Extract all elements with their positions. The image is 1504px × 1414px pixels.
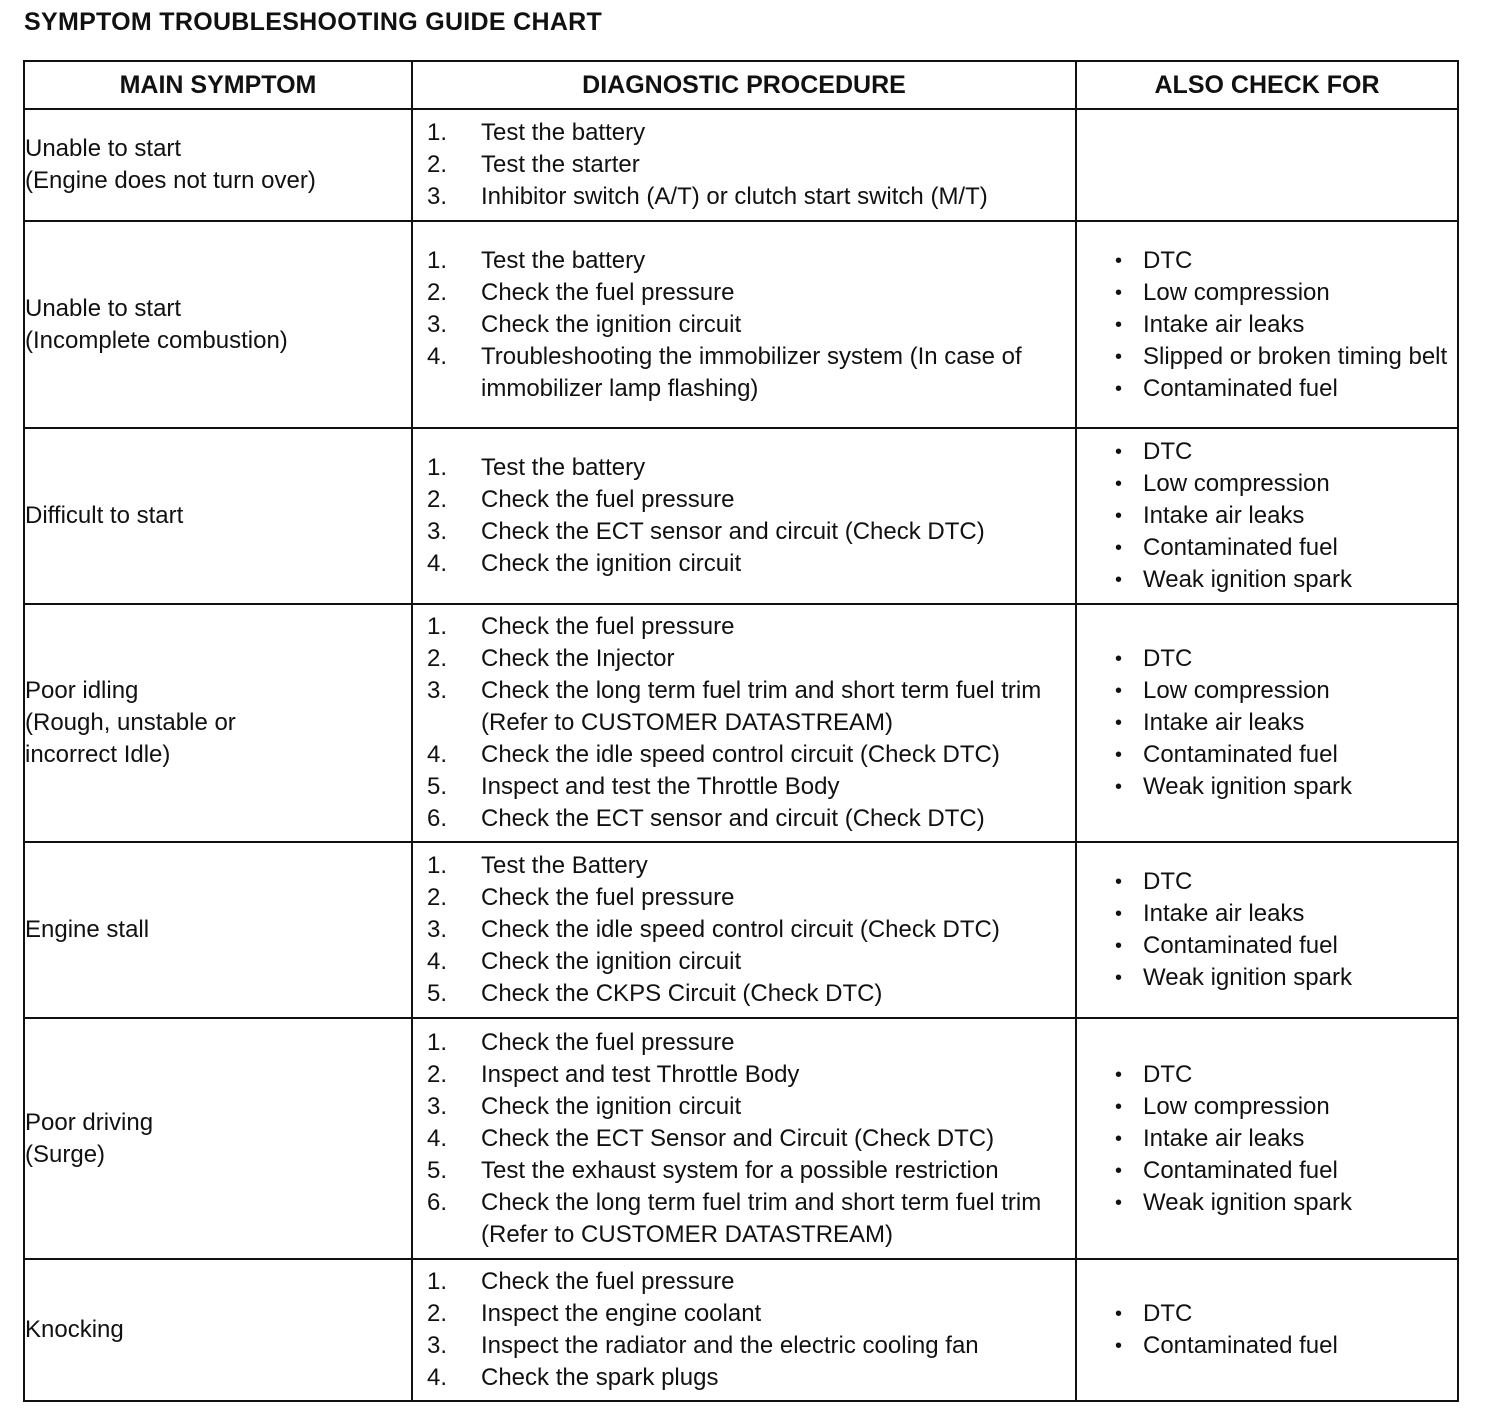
symptom-text: Difficult to start [25,502,184,529]
step-number: 3. [427,183,448,210]
bullet-icon: • [1115,744,1123,766]
also-check-item [1115,1123,1449,1155]
procedure-list [413,245,1075,405]
bullet-icon: • [1115,680,1123,702]
step-number: 1. [427,119,448,146]
header-diagnostic-procedure: DIAGNOSTIC PROCEDURE [412,61,1076,109]
step-number: 6. [427,1188,448,1216]
procedure-step [427,1155,1065,1187]
procedure-step [427,117,1065,149]
step-number: 5. [427,773,448,800]
procedure-step [427,516,1065,548]
step-number: 3. [427,1092,448,1120]
procedure-step [427,245,1065,277]
symptom-cell [24,1259,412,1401]
also-check-text: Contaminated fuel [1143,932,1338,959]
also-check-text: Low compression [1143,278,1330,306]
step-text: Test the starter [481,151,640,178]
table-row [24,604,1458,842]
also-check-cell [1076,604,1458,842]
table-row [24,109,1458,221]
also-check-item [1115,866,1449,898]
also-check-item [1115,277,1449,309]
step-text: Check the fuel pressure [481,278,735,306]
symptom-cell [24,109,412,221]
bullet-icon: • [1115,1063,1123,1086]
also-check-text: Intake air leaks [1143,502,1305,529]
also-check-list [1077,1059,1457,1219]
step-text: Check the fuel pressure [481,884,735,911]
step-text: Check the spark plugs [481,1364,719,1391]
table-row [24,428,1458,604]
bullet-icon: • [1115,1335,1123,1357]
also-check-text: Weak ignition spark [1143,566,1352,593]
bullet-icon: • [1115,345,1123,368]
procedure-step [427,675,1065,739]
procedure-step [427,771,1065,803]
procedure-step [427,1059,1065,1091]
step-number: 5. [427,1156,448,1184]
also-check-cell [1076,428,1458,604]
also-check-text: DTC [1143,246,1193,274]
also-check-cell [1076,1018,1458,1259]
symptom-text: Poor idling [25,677,139,704]
step-number: 5. [427,980,448,1007]
step-text: Check the CKPS Circuit (Check DTC) [481,980,883,1007]
also-check-list [1077,1298,1457,1362]
step-text: Check the fuel pressure [481,1028,735,1056]
step-number: 4. [427,1364,448,1391]
step-text: Inspect the engine coolant [481,1300,762,1327]
step-number: 2. [427,1060,448,1088]
procedure-list [413,611,1075,835]
bullet-icon: • [1115,871,1123,893]
step-number: 1. [427,246,448,274]
step-text: Check the fuel pressure [481,486,735,513]
also-check-item [1115,1155,1449,1187]
step-number: 6. [427,805,448,832]
also-check-item [1115,1330,1449,1362]
bullet-icon: • [1115,473,1123,495]
step-number: 3. [427,1332,448,1359]
also-check-item [1115,771,1449,803]
also-check-text: Intake air leaks [1143,709,1305,736]
troubleshooting-table [23,60,1459,1402]
procedure-step [427,341,1065,405]
also-check-text: Weak ignition spark [1143,964,1352,991]
procedure-step [427,1298,1065,1330]
procedure-step [427,882,1065,914]
also-check-list [1077,866,1457,994]
also-check-cell [1076,109,1458,221]
procedure-step [427,277,1065,309]
step-number: 2. [427,884,448,911]
also-check-text: Weak ignition spark [1143,773,1352,800]
procedure-cell [412,1018,1076,1259]
procedure-step [427,611,1065,643]
step-text: Check the fuel pressure [481,1268,735,1295]
step-text: Check the ECT Sensor and Circuit (Check DTC) [481,1124,995,1152]
table-row [24,221,1458,428]
step-number: 3. [427,518,448,545]
table-header-row [24,61,1458,109]
step-text: Test the Battery [481,852,648,879]
also-check-text: DTC [1143,1300,1193,1327]
also-check-item [1115,1059,1449,1091]
procedure-step [427,452,1065,484]
step-number: 1. [427,1268,448,1295]
step-text: Test the battery [481,454,646,481]
table-row [24,1259,1458,1401]
bullet-icon: • [1115,537,1123,559]
symptom-cell [24,604,412,842]
also-check-item [1115,436,1449,468]
step-text: Troubleshooting the immobilizer system (In case of immobilizer lamp flashing) [481,342,1022,402]
procedure-cell [412,428,1076,604]
step-number: 4. [427,741,448,768]
bullet-icon: • [1115,776,1123,798]
also-check-item [1115,341,1449,373]
procedure-step [427,1330,1065,1362]
symptom-text: Engine stall [25,916,150,943]
bullet-icon: • [1115,1303,1123,1325]
symptom-cell [24,842,412,1018]
procedure-step [427,643,1065,675]
also-check-text: Low compression [1143,1092,1330,1120]
also-check-item [1115,930,1449,962]
procedure-step [427,149,1065,181]
procedure-cell [412,1259,1076,1401]
bullet-icon: • [1115,1127,1123,1150]
symptom-text: (Incomplete combustion) [25,326,288,354]
symptom-text: (Engine does not turn over) [25,167,316,194]
step-text: Check the Injector [481,645,675,672]
procedure-list [413,1266,1075,1394]
also-check-item [1115,500,1449,532]
also-check-item [1115,643,1449,675]
procedure-list [413,117,1075,213]
procedure-step [427,978,1065,1010]
bullet-icon: • [1115,1095,1123,1118]
step-number: 4. [427,342,448,370]
procedure-list [413,1027,1075,1251]
bullet-icon: • [1115,1159,1123,1182]
step-number: 1. [427,454,448,481]
step-number: 2. [427,1300,448,1327]
also-check-item [1115,962,1449,994]
procedure-step [427,309,1065,341]
table-row [24,842,1458,1018]
procedure-list [413,452,1075,580]
symptom-text: Knocking [25,1316,124,1343]
header-also-check-for: ALSO CHECK FOR [1076,61,1458,109]
step-text: Inspect and test Throttle Body [481,1060,800,1088]
also-check-text: Low compression [1143,470,1330,497]
step-text: Test the battery [481,119,646,146]
procedure-cell [412,604,1076,842]
step-text: Inhibitor switch (A/T) or clutch start switch (M/T) [481,183,988,210]
step-text: Test the battery [481,246,646,274]
also-check-text: DTC [1143,438,1193,465]
step-text: Test the exhaust system for a possible restriction [481,1156,999,1184]
step-text: Check the fuel pressure [481,613,735,640]
step-number: 1. [427,1028,448,1056]
step-number: 2. [427,151,448,178]
procedure-step [427,739,1065,771]
bullet-icon: • [1115,1191,1123,1214]
also-check-item [1115,898,1449,930]
also-check-item [1115,1298,1449,1330]
also-check-item [1115,675,1449,707]
procedure-step [427,1027,1065,1059]
bullet-icon: • [1115,569,1123,591]
table-row [24,1018,1458,1259]
bullet-icon: • [1115,935,1123,957]
also-check-item [1115,1091,1449,1123]
step-text: Check the ECT sensor and circuit (Check DTC) [481,805,985,832]
symptom-text: Unable to start [25,294,182,322]
bullet-icon: • [1115,313,1123,336]
also-check-text: DTC [1143,868,1193,895]
bullet-icon: • [1115,712,1123,734]
step-number: 3. [427,310,448,338]
also-check-item [1115,468,1449,500]
bullet-icon: • [1115,967,1123,989]
procedure-step [427,914,1065,946]
procedure-step [427,1187,1065,1251]
symptom-text: (Surge) [25,1140,106,1168]
step-text: Check the idle speed control circuit (Check DTC) [481,741,1000,768]
procedure-cell [412,221,1076,428]
symptom-text: incorrect Idle) [25,741,171,768]
also-check-item [1115,245,1449,277]
symptom-text: Unable to start [25,135,182,162]
also-check-item [1115,564,1449,596]
procedure-step [427,1123,1065,1155]
also-check-text: Slipped or broken timing belt [1143,342,1448,370]
step-number: 2. [427,645,448,672]
step-number: 3. [427,677,448,704]
step-text: Check the long term fuel trim and short term fuel trim (Refer to CUSTOMER DATASTREAM) [481,677,1042,736]
bullet-icon: • [1115,281,1123,304]
also-check-list [1077,643,1457,803]
also-check-item [1115,373,1449,405]
symptom-cell [24,428,412,604]
procedure-step [427,1091,1065,1123]
bullet-icon: • [1115,249,1123,272]
step-text: Check the ignition circuit [481,310,742,338]
bullet-icon: • [1115,903,1123,925]
step-text: Check the ignition circuit [481,550,742,577]
procedure-step [427,946,1065,978]
procedure-step [427,803,1065,835]
also-check-text: Weak ignition spark [1143,1188,1352,1216]
also-check-list [1077,436,1457,596]
bullet-icon: • [1115,377,1123,400]
also-check-cell [1076,842,1458,1018]
procedure-step [427,548,1065,580]
procedure-step [427,1266,1065,1298]
step-text: Check the idle speed control circuit (Check DTC) [481,916,1000,943]
also-check-text: Contaminated fuel [1143,534,1338,561]
bullet-icon: • [1115,648,1123,670]
also-check-list [1077,245,1457,405]
step-text: Inspect the radiator and the electric cooling fan [481,1332,979,1359]
also-check-text: Contaminated fuel [1143,374,1338,402]
also-check-item [1115,1187,1449,1219]
also-check-item [1115,739,1449,771]
also-check-text: Contaminated fuel [1143,1332,1338,1359]
step-text: Check the long term fuel trim and short term fuel trim (Refer to CUSTOMER DATASTREAM) [481,1188,1042,1248]
step-number: 2. [427,278,448,306]
also-check-text: DTC [1143,1060,1193,1088]
symptom-text: (Rough, unstable or [25,709,236,736]
step-number: 2. [427,486,448,513]
procedure-step [427,1362,1065,1394]
procedure-step [427,181,1065,213]
step-number: 4. [427,550,448,577]
header-main-symptom: MAIN SYMPTOM [24,61,412,109]
step-text: Check the ignition circuit [481,1092,742,1120]
step-text: Check the ECT sensor and circuit (Check DTC) [481,518,985,545]
step-number: 3. [427,916,448,943]
also-check-text: Intake air leaks [1143,1124,1305,1152]
also-check-text: Low compression [1143,677,1330,704]
procedure-cell [412,842,1076,1018]
table-body [24,109,1458,1401]
step-number: 1. [427,613,448,640]
step-text: Check the ignition circuit [481,948,742,975]
step-number: 1. [427,852,448,879]
also-check-item [1115,309,1449,341]
step-text: Inspect and test the Throttle Body [481,773,840,800]
step-number: 4. [427,1124,448,1152]
also-check-cell [1076,221,1458,428]
also-check-text: Intake air leaks [1143,310,1305,338]
symptom-text: Poor driving [25,1108,154,1136]
page-title: SYMPTOM TROUBLESHOOTING GUIDE CHART [24,8,603,36]
symptom-cell [24,1018,412,1259]
symptom-cell [24,221,412,428]
also-check-text: Intake air leaks [1143,900,1305,927]
also-check-item [1115,707,1449,739]
also-check-cell [1076,1259,1458,1401]
bullet-icon: • [1115,505,1123,527]
also-check-text: Contaminated fuel [1143,1156,1338,1184]
step-number: 4. [427,948,448,975]
also-check-text: DTC [1143,645,1193,672]
procedure-step [427,850,1065,882]
bullet-icon: • [1115,441,1123,463]
also-check-item [1115,532,1449,564]
procedure-step [427,484,1065,516]
procedure-cell [412,109,1076,221]
procedure-list [413,850,1075,1010]
also-check-text: Contaminated fuel [1143,741,1338,768]
